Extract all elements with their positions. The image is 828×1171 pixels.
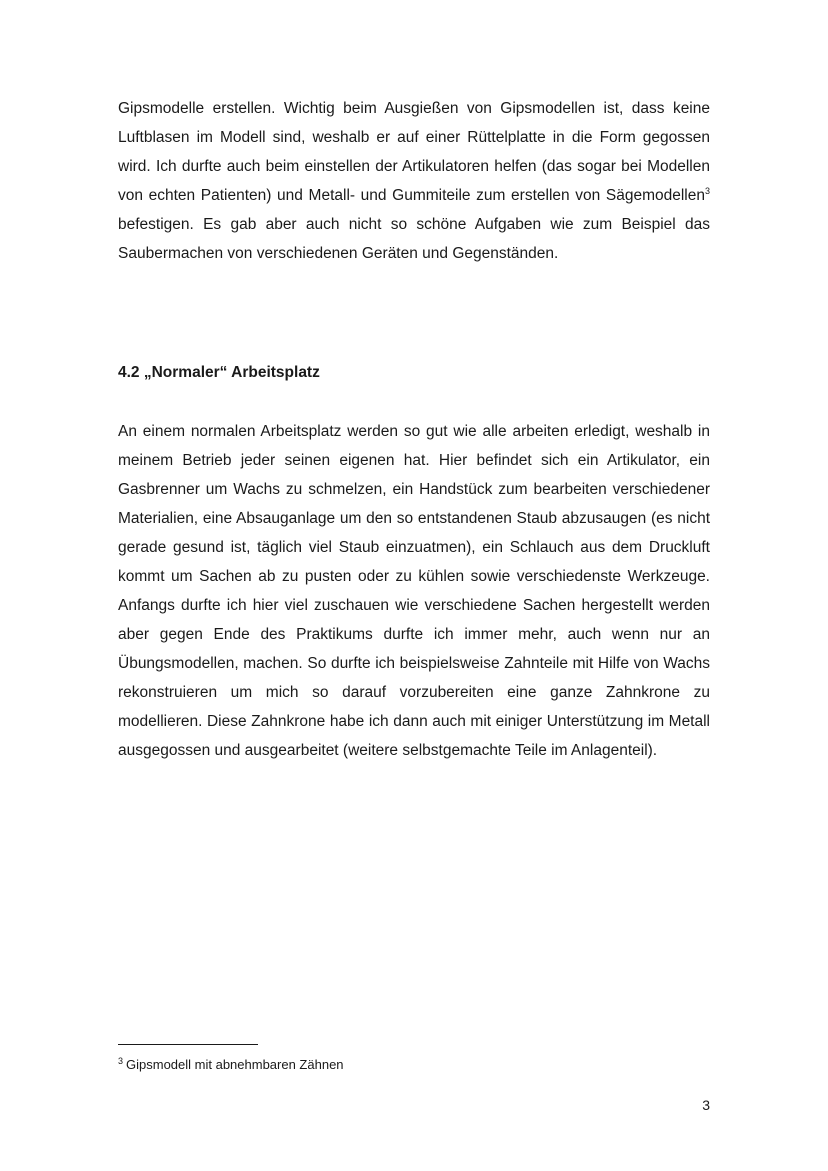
footnote-number: 3 <box>118 1055 124 1066</box>
footnote <box>118 1056 344 1074</box>
footnote-divider <box>118 1044 258 1045</box>
footnote-reference: 3 <box>704 185 710 196</box>
paragraph-1-text-end: befestigen. Es gab aber auch nicht so schöne Aufgaben wie zum Beispiel das Saubermachen von verschiedenen Geräten und Gegenständen. <box>118 216 710 262</box>
page-number: 3 <box>702 1097 710 1113</box>
footnote-text: Gipsmodell mit abnehmbaren Zähnen <box>126 1057 344 1072</box>
body-paragraph-2: An einem normalen Arbeitsplatz werden so gut wie alle arbeiten erledigt, weshalb in meinem Betrieb jeder seinen eigenen hat. Hier befindet sich ein Artikulator, ein Gasbrenner um Wachs zu schmelzen, ein Handstück zum bearbeiten verschiedener Materialien, eine Absauganlage um den so entstandenen Staub abzusaugen (es nicht gerade gesund ist, täglich viel Staub einzuatmen), ein Schlauch aus dem Druckluft kommt um Sachen ab zu pusten oder zu kühlen sowie verschiedenste Werkzeuge. Anfangs durfte ich hier viel zuschauen wie verschiedene Sachen hergestellt werden aber gegen Ende des Praktikums durfte ich immer mehr, auch wenn nur an Übungsmodellen, machen. So durfte ich beispielsweise Zahnteile mit Hilfe von Wachs rekonstruieren um mich so darauf vorzubereiten eine ganze Zahnkrone zu modellieren. Diese Zahnkrone habe ich dann auch mit einiger Unterstützung im Metall ausgegossen und ausgearbeitet (weitere selbstgemachte Teile im Anlagenteil). <box>118 423 710 759</box>
paragraph-1-text-start: Gipsmodelle erstellen. Wichtig beim Ausgießen von Gipsmodellen ist, dass keine Luftblasen im Modell sind, weshalb er auf einer Rüttelplatte in die Form gegossen wird. Ich durfte auch beim einstellen der Artikulatoren helfen (das sogar bei Modellen von echten Patienten) und Metall- und Gummiteile zum erstellen von Sägemodellen <box>118 100 710 204</box>
body-paragraph-1 <box>118 94 710 268</box>
section-heading: 4.2 „Normaler“ Arbeitsplatz <box>118 364 320 381</box>
